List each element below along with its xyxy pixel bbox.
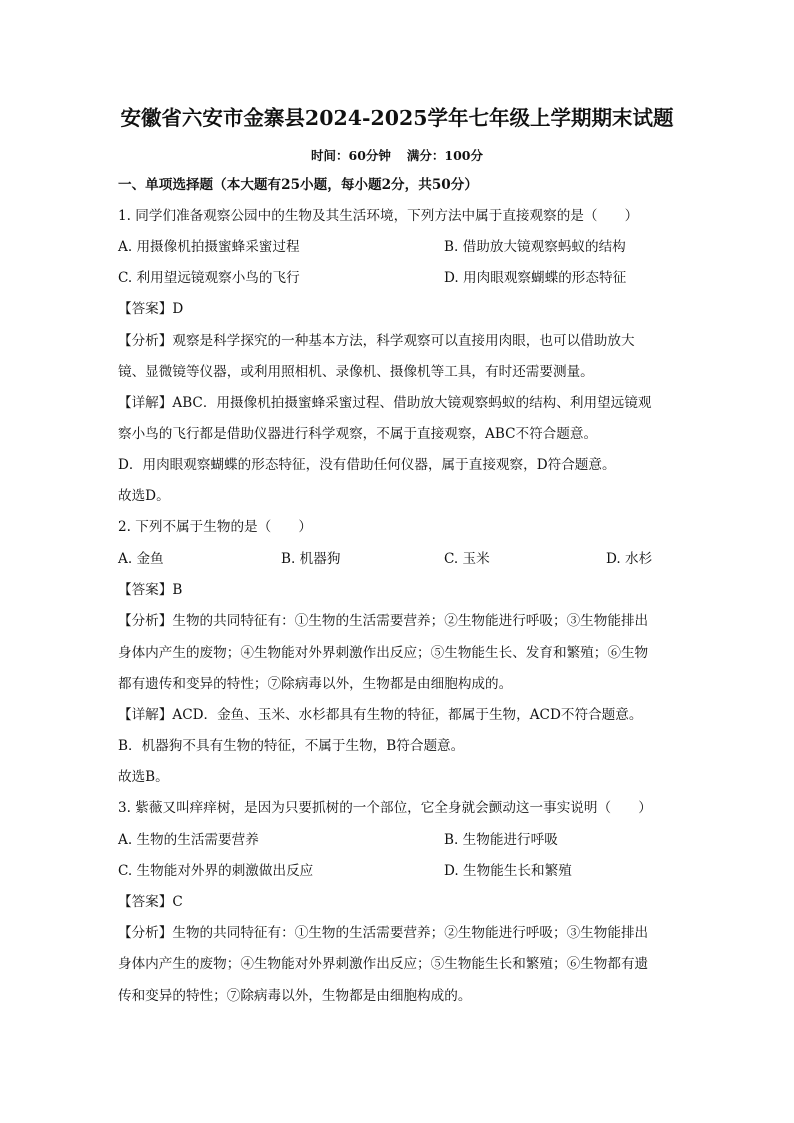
q2-option-a: A. 金鱼 [118,551,164,567]
q3-stem: 3. 紫薇又叫痒痒树，是因为只要抓树的一个部位，它全身就会颤动这一事实说明（ ） [118,800,652,816]
q2-stem: 2. 下列不属于生物的是（ ） [118,519,313,535]
q2-analysis-line: 【分析】生物的共同特征有：①生物的生活需要营养；②生物能进行呼吸；③生物能排出 [118,613,649,629]
exam-time: 时间：60分钟 [311,148,391,163]
q1-option-a: A. 用摄像机拍摄蜜蜂采蜜过程 [118,239,300,255]
q2-option-d: D. 水杉 [606,551,653,567]
q1-conclusion: 故选D。 [118,488,170,504]
exam-meta [0,146,794,164]
q2-answer: 【答案】B [118,582,183,598]
q2-analysis-line: 身体内产生的废物；④生物能对外界刺激作出反应；⑤生物能生长、发育和繁殖；⑥生物 [118,645,649,661]
q1-option-d: D. 用肉眼观察蝴蝶的形态特征 [444,270,627,286]
q3-option-a: A. 生物的生活需要营养 [118,832,259,848]
q2-option-c: C. 玉米 [444,551,490,567]
section-heading: 一、单项选择题（本大题有25小题，每小题2分，共50分） [118,177,478,193]
q3-answer: 【答案】C [118,894,183,910]
q1-answer: 【答案】D [118,301,184,317]
q3-analysis-line: 【分析】生物的共同特征有：①生物的生活需要营养；②生物能进行呼吸；③生物能排出 [118,925,649,941]
q2-detail-line: B．机器狗不具有生物的特征，不属于生物，B符合题意。 [118,738,465,754]
q1-analysis-line: 【分析】观察是科学探究的一种基本方法，科学观察可以直接用肉眼，也可以借助放大 [118,333,635,349]
q3-option-c: C. 生物能对外界的刺激做出反应 [118,863,314,879]
q3-option-b: B. 生物能进行呼吸 [444,832,558,848]
q1-option-b: B. 借助放大镜观察蚂蚁的结构 [444,239,626,255]
exam-score: 满分：100分 [406,148,483,163]
q3-analysis-line: 传和变异的特性；⑦除病毒以外，生物都是由细胞构成的。 [118,988,472,1004]
q2-option-b: B. 机器狗 [281,551,341,567]
page-title: 安徽省六安市金寨县2024-2025学年七年级上学期期末试题 [120,106,674,130]
q1-detail-line: 察小鸟的飞行都是借助仪器进行科学观察，不属于直接观察，ABC不符合题意。 [118,426,598,442]
q2-detail-line: 【详解】ACD．金鱼、玉米、水杉都具有生物的特征，都属于生物，ACD不符合题意。 [118,707,643,723]
q1-detail-line: 【详解】ABC．用摄像机拍摄蜜蜂采蜜过程、借助放大镜观察蚂蚁的结构、利用望远镜观 [118,395,652,411]
q1-stem: 1. 同学们准备观察公园中的生物及其生活环境，下列方法中属于直接观察的是（ ） [118,208,639,224]
q1-analysis-line: 镜、显微镜等仪器，或利用照相机、录像机、摄像机等工具，有时还需要测量。 [118,364,594,380]
q3-analysis-line: 身体内产生的废物；④生物能对外界刺激作出反应；⑤生物能生长和繁殖；⑥生物都有遗 [118,956,649,972]
q2-analysis-line: 都有遗传和变异的特性；⑦除病毒以外，生物都是由细胞构成的。 [118,676,513,692]
q3-option-d: D. 生物能生长和繁殖 [444,863,572,879]
q2-conclusion: 故选B。 [118,769,169,785]
q1-option-c: C. 利用望远镜观察小鸟的飞行 [118,270,300,286]
q1-detail-line: D．用肉眼观察蝴蝶的形态特征，没有借助任何仪器，属于直接观察，D符合题意。 [118,457,616,473]
